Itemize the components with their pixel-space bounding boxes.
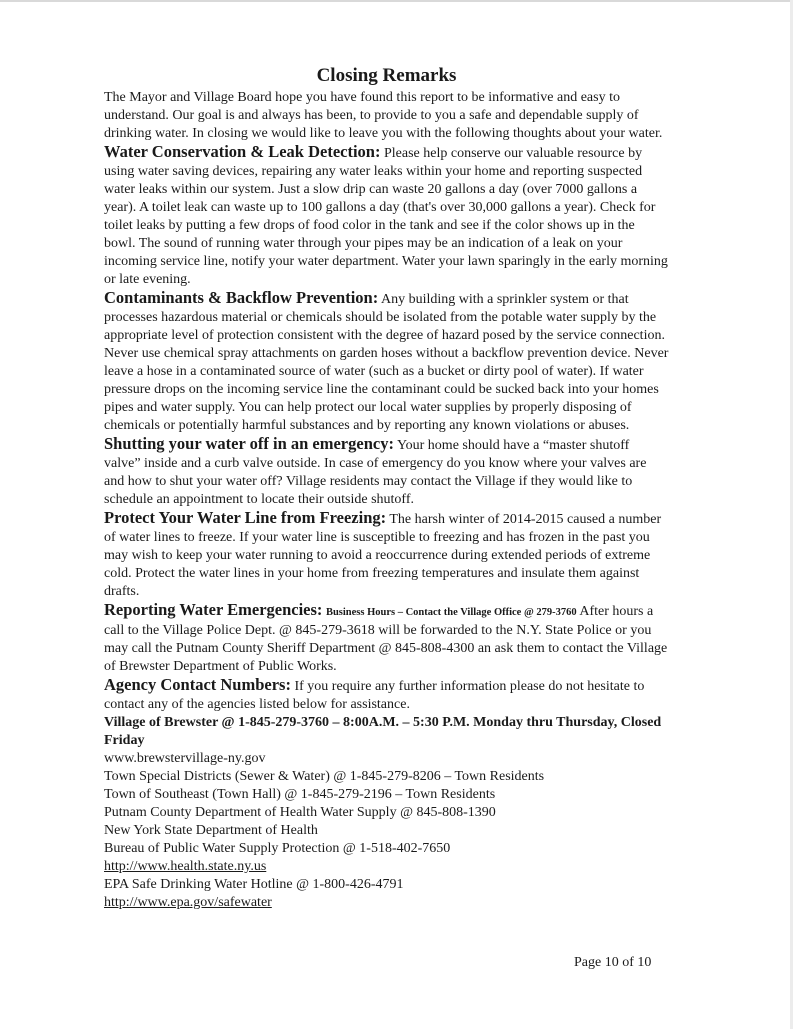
putnam-contact: Putnam County Department of Health Water Supply @ 845-808-1390 bbox=[104, 805, 496, 820]
freezing-section bbox=[104, 509, 669, 601]
emergencies-heading: Reporting Water Emergencies: bbox=[104, 600, 323, 619]
special-districts-contact: Town Special Districts (Sewer & Water) @ 1-845-279-8206 – Town Residents bbox=[104, 769, 545, 784]
shutoff-heading: Shutting your water off in an emergency: bbox=[104, 434, 394, 453]
conservation-heading: Water Conservation & Leak Detection: bbox=[104, 142, 381, 161]
shutoff-section bbox=[104, 435, 669, 509]
epa-hotline: EPA Safe Drinking Water Hotline @ 1-800-426-4791 bbox=[104, 877, 404, 892]
southeast-contact: Town of Southeast (Town Hall) @ 1-845-279-2196 – Town Residents bbox=[104, 787, 496, 802]
emergencies-section bbox=[104, 601, 669, 676]
emergencies-body: After hours a call to the Village Police Dept. @ 845-279-3618 will be forwarded to the N.Y. State Police or you may call the Putnam County Sheriff Department @ 845-808-4300 an ask them to contact the Village of Brewster Department of Public Works. bbox=[104, 604, 668, 674]
backflow-heading: Contaminants & Backflow Prevention: bbox=[104, 288, 379, 307]
conservation-section bbox=[104, 143, 669, 289]
backflow-section bbox=[104, 289, 669, 435]
nys-health-contact: New York State Department of Health bbox=[104, 823, 318, 838]
bureau-contact: Bureau of Public Water Supply Protection @ 1-518-402-7650 bbox=[104, 841, 451, 856]
brewster-contact: Village of Brewster @ 1-845-279-3760 – 8:00A.M. – 5:30 P.M. Monday thru Thursday, Closed Friday bbox=[104, 715, 662, 748]
shutoff-body: Your home should have a “master shutoff valve” inside and a curb valve outside. In case of emergency do you know where your valves are and how to shut your water off? Village residents may contact the Village if they would like to schedule an appointment to locate their outside shutoff. bbox=[104, 438, 647, 507]
health-link[interactable]: http://www.health.state.ny.us bbox=[104, 859, 267, 874]
page-title: Closing Remarks bbox=[316, 65, 457, 86]
scan-top-edge bbox=[0, 0, 793, 2]
agency-body: If you require any further information please do not hesitate to contact any of the agencies listed below for assistance. bbox=[104, 679, 645, 712]
business-hours: Business Hours – Contact the Village Office @ 279-3760 bbox=[325, 607, 577, 618]
epa-link[interactable]: http://www.epa.gov/safewater bbox=[104, 895, 272, 910]
page-number: Page 10 of 10 bbox=[574, 955, 652, 970]
backflow-body: Any building with a sprinkler system or that processes hazardous material or chemicals should be isolated from the potable water supply by the appropriate level of protection consistent with the degree of hazard posed by the service connection. Never use chemical spray attachments on garden hoses without a backflow prevention device. Never leave a hose in a contaminated source of water (such as a bucket or dirty pool of water). If water pressure drops on the incoming service line the contaminant could be sucked back into your homes pipes and water supply. You can help protect our local water supplies by properly disposing of chemicals or potentially harmful substances and by reporting any known violations or abuses. bbox=[104, 292, 669, 433]
document-page bbox=[104, 64, 669, 912]
freezing-body: The harsh winter of 2014-2015 caused a number of water lines to freeze. If your water line is susceptible to freezing and has frozen in the past you may wish to keep your water running to avoid a reoccurrence during extended periods of extreme cold. Protect the water lines in your home from freezing temperatures and insulate them against drafts. bbox=[104, 512, 662, 599]
conservation-body: Please help conserve our valuable resource by using water saving devices, repairing any water leaks within your home and reporting suspected water leaks within our system. Just a slow drip can waste 20 gallons a day (over 7000 gallons a year). A toilet leak can waste up to 100 gallons a day (that's over 30,000 gallons a year). Check for toilet leaks by putting a few drops of food color in the tank and see if the color shows up in the bowl. The sound of running water through your pipes may be an indication of a leak on your incoming service line, notify your water department. Water your lawn sparingly in the early morning or late evening. bbox=[104, 146, 668, 287]
intro-paragraph: The Mayor and Village Board hope you have found this report to be informative and easy to understand. Our goal is and always has been, to provide to you a safe and dependable supply of drinking water. In closing we would like to leave you with the following thoughts about your water. bbox=[104, 90, 663, 141]
village-website: www.brewstervillage-ny.gov bbox=[104, 751, 266, 766]
agency-heading: Agency Contact Numbers: bbox=[104, 675, 291, 694]
freezing-heading: Protect Your Water Line from Freezing: bbox=[104, 508, 387, 527]
agency-section bbox=[104, 676, 669, 714]
